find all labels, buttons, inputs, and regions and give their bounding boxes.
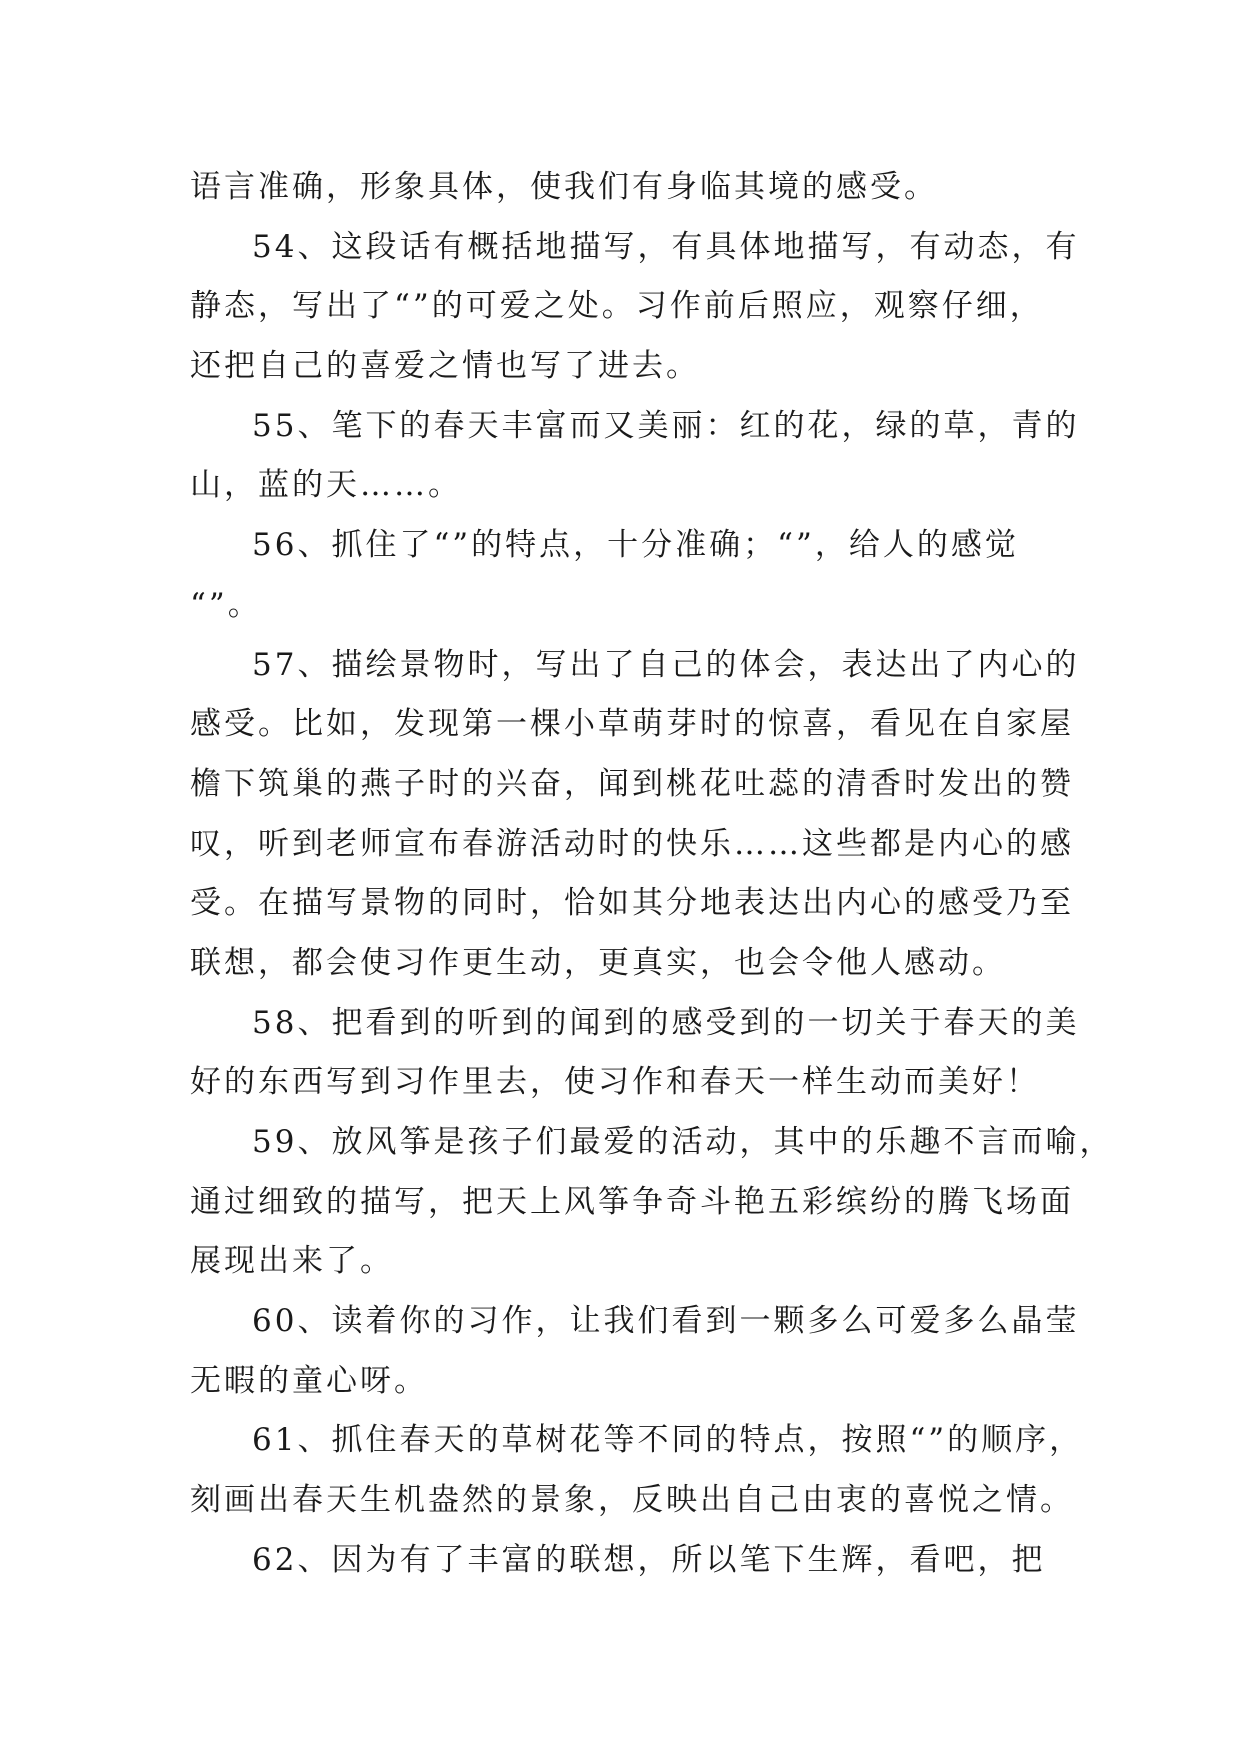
paragraph-line: 62、因为有了丰富的联想，所以笔下生辉，看吧，把: [252, 1541, 1046, 1578]
paragraph-line: 通过细致的描写，把天上风筝争奇斗艳五彩缤纷的腾飞场面: [190, 1183, 1074, 1220]
paragraph-line: 刻画出春天生机盎然的景象，反映出自己由衷的喜悦之情。: [190, 1482, 1074, 1519]
paragraph-line: 山，蓝的天……。: [190, 467, 462, 504]
paragraph-line: 还把自己的喜爱之情也写了进去。: [190, 348, 700, 385]
paragraph-line: 檐下筑巢的燕子时的兴奋，闻到桃花吐蕊的清香时发出的赞: [190, 765, 1074, 802]
paragraph-line: 展现出来了。: [190, 1243, 394, 1280]
paragraph-line: 语言准确，形象具体，使我们有身临其境的感受。: [190, 169, 938, 205]
document-body: [190, 158, 1114, 1591]
paragraph-line: 54、这段话有概括地描写，有具体地描写，有动态，有: [252, 228, 1080, 265]
paragraph-line: 感受。比如，发现第一棵小草萌芽时的惊喜，看见在自家屋: [190, 706, 1074, 743]
paragraph-line: 好的东西写到习作里去，使习作和春天一样生动而美好！: [190, 1064, 1040, 1101]
paragraph-line: 61、抓住春天的草树花等不同的特点，按照“”的顺序，: [252, 1422, 1084, 1459]
paragraph-line: 60、读着你的习作，让我们看到一颗多么可爱多么晶莹: [252, 1303, 1080, 1340]
paragraph-line: 受。在描写景物的同时，恰如其分地表达出内心的感受乃至: [190, 885, 1074, 922]
paragraph-line: 56、抓住了“”的特点，十分准确；“”，给人的感觉: [252, 527, 1019, 564]
paragraph-line: 59、放风筝是孩子们最爱的活动，其中的乐趣不言而喻，: [252, 1124, 1114, 1160]
paragraph-line: “”。: [190, 586, 262, 623]
paragraph-line: 58、把看到的听到的闻到的感受到的一切关于春天的美: [252, 1004, 1080, 1041]
paragraph-line: 无暇的童心呀。: [190, 1362, 428, 1399]
paragraph-line: 叹，听到老师宣布春游活动时的快乐……这些都是内心的感: [190, 825, 1074, 862]
paragraph-line: 静态，写出了“”的可爱之处。习作前后照应，观察仔细，: [190, 288, 1044, 325]
paragraph-line: 联想，都会使习作更生动，更真实，也会令他人感动。: [190, 944, 1006, 981]
paragraph-line: 57、描绘景物时，写出了自己的体会，表达出了内心的: [252, 646, 1080, 683]
paragraph-line: 55、笔下的春天丰富而又美丽：红的花，绿的草，青的: [252, 407, 1080, 444]
